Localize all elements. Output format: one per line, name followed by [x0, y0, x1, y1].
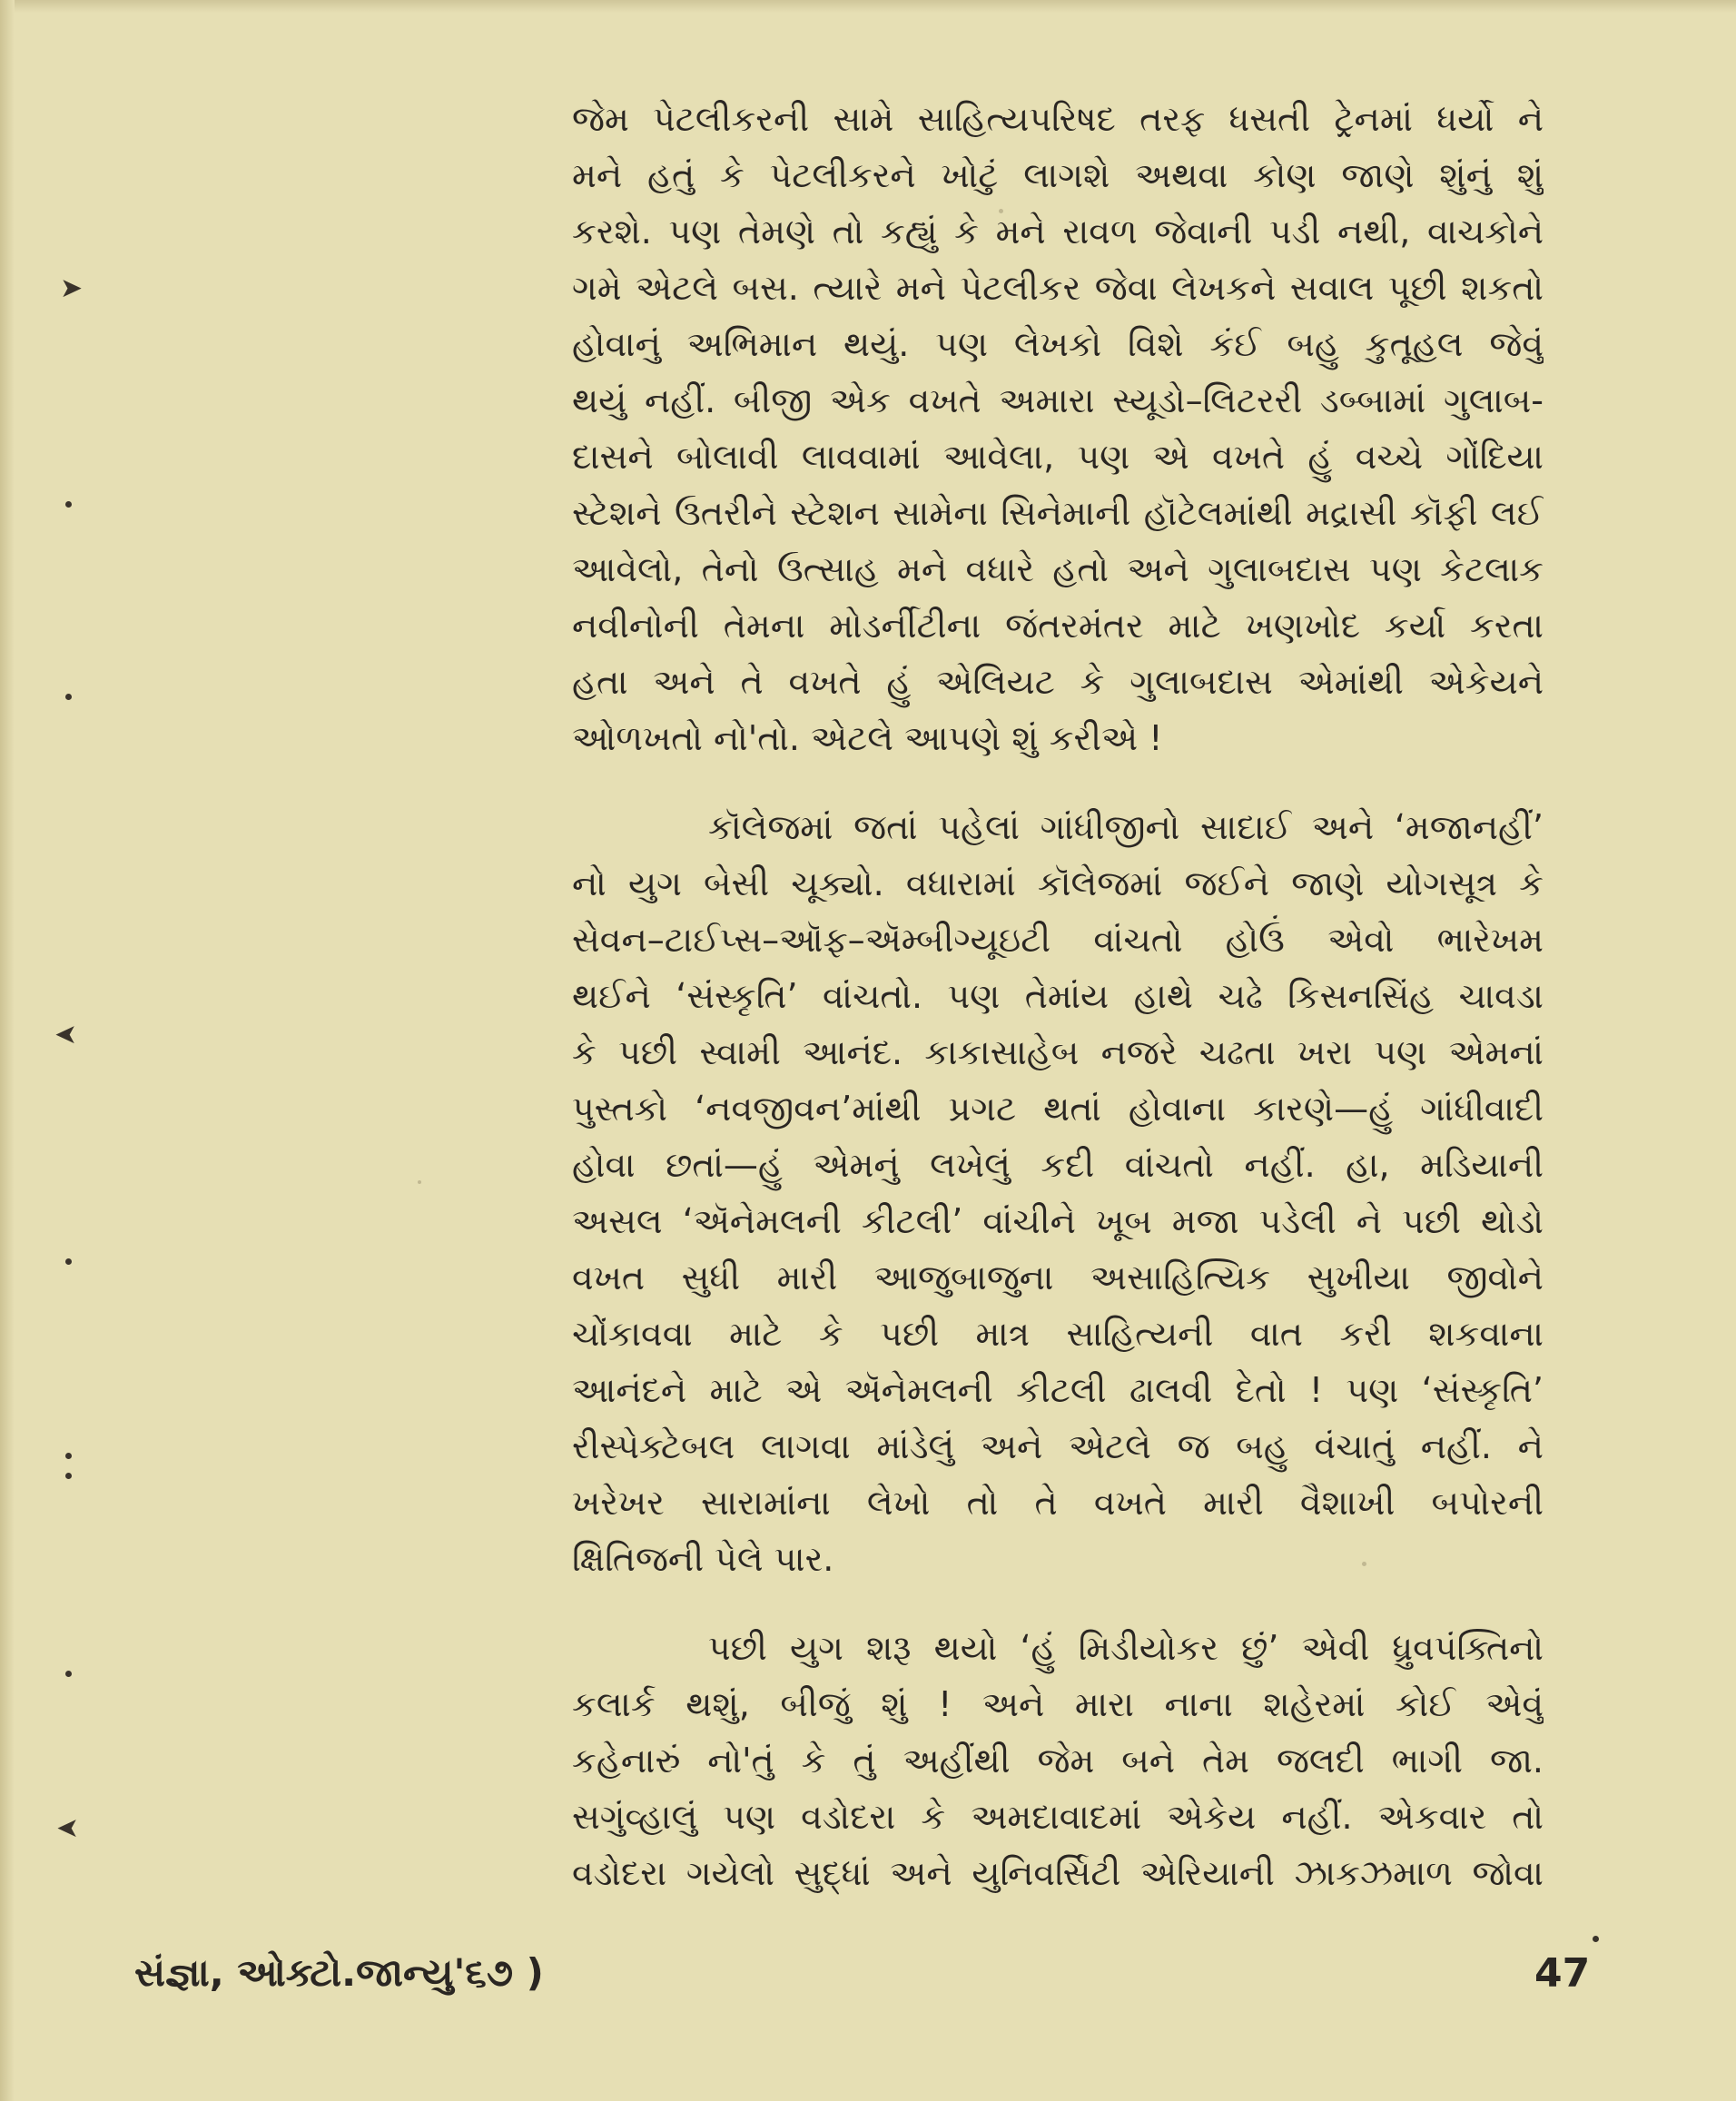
text-line: ઓળખતો નો'તો. એટલે આપણે શું કરીએ ! — [572, 718, 1163, 758]
text-line: નો યુગ બેસી ચૂક્યો. વધારામાં કૉલેજમાં જઈને જાણે યોગસૂત્ર કે — [572, 863, 1544, 903]
text-line: અસલ ‘ઍનેમલની કીટલી’ વાંચીને ખૂબ મજા પડેલી ને પછી થોડો — [572, 1201, 1544, 1241]
text-line: થઈને ‘સંસ્કૃતિ’ વાંચતો. પણ તેમાંય હાથે ચઢે કિસનસિંહ ચાવડા — [572, 976, 1544, 1016]
article-text — [572, 91, 1544, 1901]
margin-dot-mark — [1593, 1936, 1599, 1942]
text-line: ગમે એટલે બસ. ત્યારે મને પેટલીકર જેવા લેખકને સવાલ પૂછી શકતો — [572, 268, 1544, 308]
text-line: વખત સુધી મારી આજુબાજુના અસાહિત્યિક સુખીયા જીવોને — [572, 1258, 1544, 1297]
text-line: સ્ટેશને ઉતરીને સ્ટેશન સામેના સિનેમાની હૉટેલમાંથી મદ્રાસી કૉફી લઈ — [572, 493, 1544, 533]
text-line: મને હતું કે પેટલીકરને ખોટું લાગશે અથવા કોણ જાણે શુંનું શું — [572, 155, 1544, 195]
margin-dot-mark — [65, 1473, 72, 1479]
text-line: ચોંકાવવા માટે કે પછી માત્ર સાહિત્યની વાત કરી શકવાના — [572, 1314, 1544, 1354]
margin-dot-mark — [65, 694, 72, 700]
text-line: કહેનારું નો'તું કે તું અહીંથી જેમ બને તેમ જલદી ભાગી જા. — [572, 1741, 1544, 1780]
text-line: ક્ષિતિજની પેલે પાર. — [572, 1539, 834, 1579]
text-line: નવીનોની તેમના મોડર્નીટીના જંતરમંતર માટે ખણખોદ કર્યા કરતા — [572, 606, 1544, 646]
margin-arrow-mark: ➤ — [54, 1019, 78, 1050]
text-line: પછી યુગ શરૂ થયો ‘હું મિડીયોકર છું’ એવી ધ્રુવપંક્તિનો — [708, 1628, 1544, 1668]
text-line: જેમ પેટલીકરની સામે સાહિત્યપરિષદ તરફ ધસતી ટ્રેનમાં ધર્યો ને — [572, 99, 1544, 139]
text-line: સેવન–ટાઈપ્સ–ઑફ–ઍમ્બીગ્યૂઇટી વાંચતો હોઉં એવો ભારેખમ — [572, 920, 1544, 960]
page-number: 47 — [1534, 1950, 1591, 1997]
page-edge-left — [0, 0, 15, 2101]
paragraph — [572, 1620, 1544, 1901]
text-line: આનંદને માટે એ ઍનેમલની કીટલી ઢાલવી દેતો ! પણ ‘સંસ્કૃતિ’ — [572, 1370, 1544, 1410]
text-line: આવેલો, તેનો ઉત્સાહ મને વધારે હતો અને ગુલાબદાસ પણ કેટલાક — [572, 549, 1544, 589]
margin-dot-mark — [65, 501, 72, 508]
text-line: થયું નહીં. બીજી એક વખતે અમારા સ્યૂડો–લિટરરી ડબ્બામાં ગુલાબ- — [572, 380, 1544, 420]
text-line: રીસ્પેક્ટેબલ લાગવા માંડેલું અને એટલે જ બહુ વંચાતું નહીં. ને — [572, 1426, 1544, 1466]
margin-dot-mark — [65, 1258, 72, 1265]
text-line: સગુંવ્હાલું પણ વડોદરા કે અમદાવાદમાં એકેય નહીં. એકવાર તો — [572, 1797, 1544, 1837]
margin-arrow-mark: ➤ — [56, 1812, 80, 1844]
text-line: કરશે. પણ તેમણે તો કહ્યું કે મને રાવળ જેવાની પડી નથી, વાચકોને — [572, 212, 1544, 252]
text-line: વડોદરા ગયેલો સુદ્ધાં અને યુનિવર્સિટી એરિયાની ઝાકઝમાળ જોવા — [572, 1853, 1544, 1893]
text-line: હોવાનું અભિમાન થયું. પણ લેખકો વિશે કંઈ બહુ કુતૂહલ જેવું — [572, 324, 1544, 364]
journal-citation: સંજ્ઞા, ઓક્ટો.જાન્યુ'૬૭ ) — [134, 1950, 544, 1995]
margin-arrow-mark: ➤ — [60, 272, 84, 304]
text-line: કલાર્ક થશું, બીજું શું ! અને મારા નાના શહેરમાં કોઈ એવું — [572, 1684, 1544, 1724]
text-line: હોવા છતાં—હું એમનું લખેલું કદી વાંચતો નહીં. હા, મડિયાની — [572, 1145, 1544, 1185]
text-line: કે પછી સ્વામી આનંદ. કાકાસાહેબ નજરે ચઢતા ખરા પણ એમનાં — [572, 1032, 1544, 1072]
margin-dot-mark — [65, 1453, 72, 1459]
text-line: ખરેખર સારામાંના લેખો તો તે વખતે મારી વૈશાખી બપોરની — [572, 1483, 1544, 1523]
text-line: પુસ્તકો ‘નવજીવન’માંથી પ્રગટ થતાં હોવાના કારણે—હું ગાંધીવાદી — [572, 1089, 1544, 1129]
paragraph — [572, 91, 1544, 766]
paragraph — [572, 799, 1544, 1587]
text-line: કૉલેજમાં જતાં પહેલાં ગાંધીજીનો સાદાઈ અને ‘મજાનહીં’ — [708, 807, 1544, 847]
margin-dot-mark — [65, 1671, 72, 1677]
paper-speck — [418, 1180, 421, 1184]
text-line: હતા અને તે વખતે હું એલિયટ કે ગુલાબદાસ એમાંથી એકેયને — [572, 662, 1544, 702]
text-line: દાસને બોલાવી લાવવામાં આવેલા, પણ એ વખતે હું વચ્ચે ગોંદિયા — [572, 437, 1544, 477]
page-edge-top — [0, 0, 1736, 13]
